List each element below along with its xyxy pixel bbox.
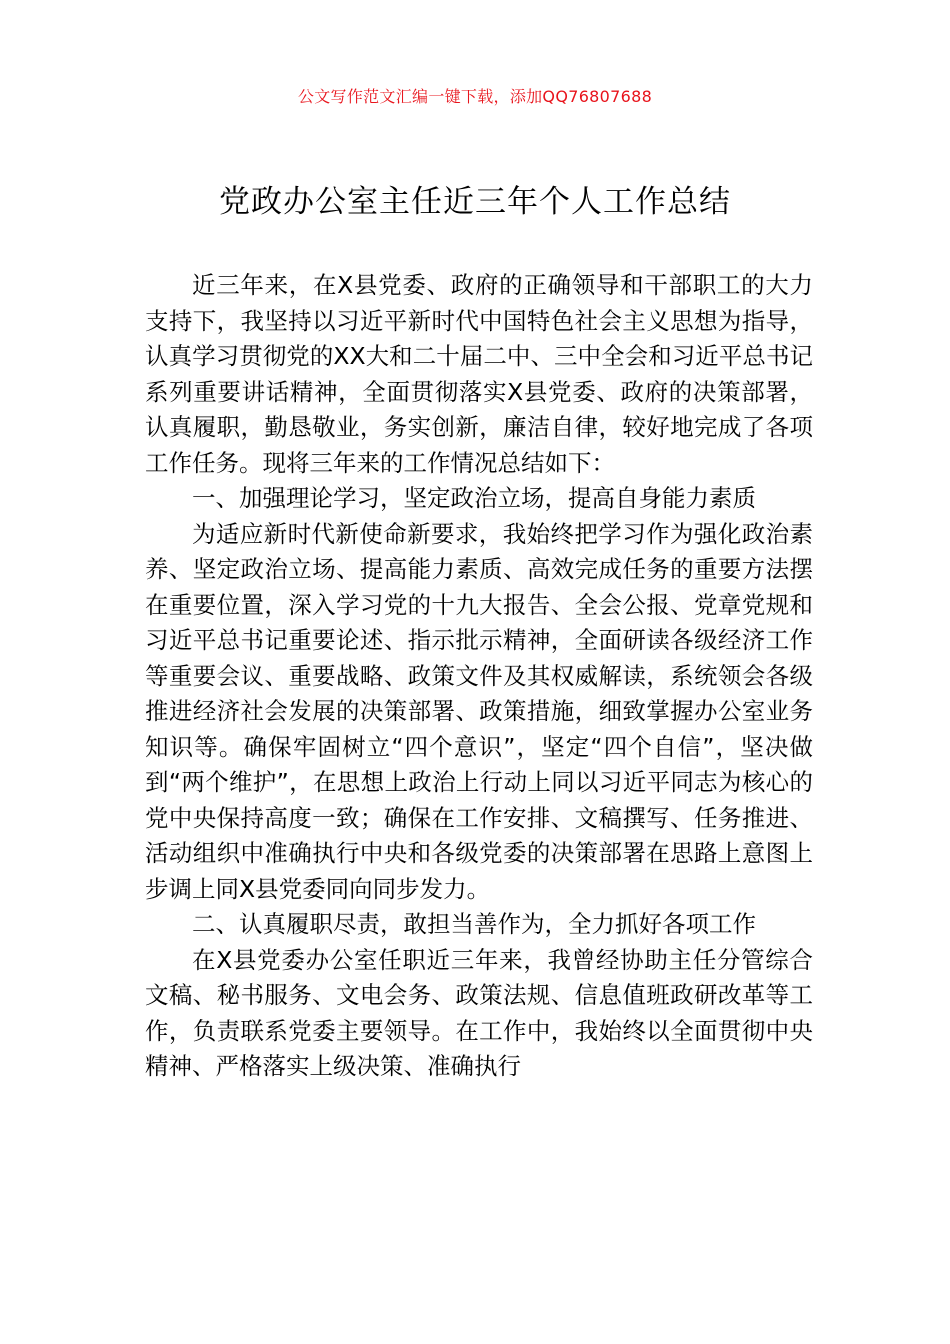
header-promo-note: 公文写作范文汇编一键下载，添加QQ76807688 bbox=[297, 87, 653, 106]
section-heading: 二、认真履职尽责，敢担当善作为，全力抓好各项工作 bbox=[192, 910, 756, 938]
section-heading: 一、加强理论学习，坚定政治立场，提高自身能力素质 bbox=[192, 484, 756, 512]
body-paragraph: 为适应新时代新使命新要求，我始终把学习作为强化政治素养、坚定政治立场、提高能力素质、高效完成任务的重要方法摆在重要位置，深入学习党的十九大报告、全会公报、党章党规和习近平总书记重要论述、指示批示精神，全面研读各级经济工作等重要会议、重要战略、政策文件及其权威解读，系统领会各级推进经济社会发展的决策部署、政策措施，细致掌握办公室业务知识等。确保牢固树立“四个意识”，坚定“四个自信”，坚决做到“两个维护”，在思想上政治上行动上同以习近平同志为核心的党中央保持高度一致；确保在工作安排、文稿撰写、任务推进、活动组织中准确执行中央和各级党委的决策部署在思路上意图上步调上同X县党委同向同步发力。 bbox=[145, 519, 813, 903]
body-paragraph: 在X县党委办公室任职近三年来，我曾经协助主任分管综合文稿、秘书服务、文电会务、政策法规、信息值班政研改革等工作，负责联系党委主要领导。在工作中，我始终以全面贯彻中央精神、严格落实上级决策、准确执行 bbox=[145, 945, 813, 1080]
body-paragraph: 近三年来，在X县党委、政府的正确领导和干部职工的大力支持下，我坚持以习近平新时代中国特色社会主义思想为指导，认真学习贯彻党的XX大和二十届二中、三中全会和习近平总书记系列重要讲话精神，全面贯彻落实X县党委、政府的决策部署，认真履职，勤恳敬业，务实创新，廉洁自律，较好地完成了各项工作任务。现将三年来的工作情况总结如下： bbox=[145, 271, 813, 477]
document-body bbox=[145, 268, 813, 1085]
document-title: 党政办公室主任近三年个人工作总结 bbox=[219, 184, 731, 220]
